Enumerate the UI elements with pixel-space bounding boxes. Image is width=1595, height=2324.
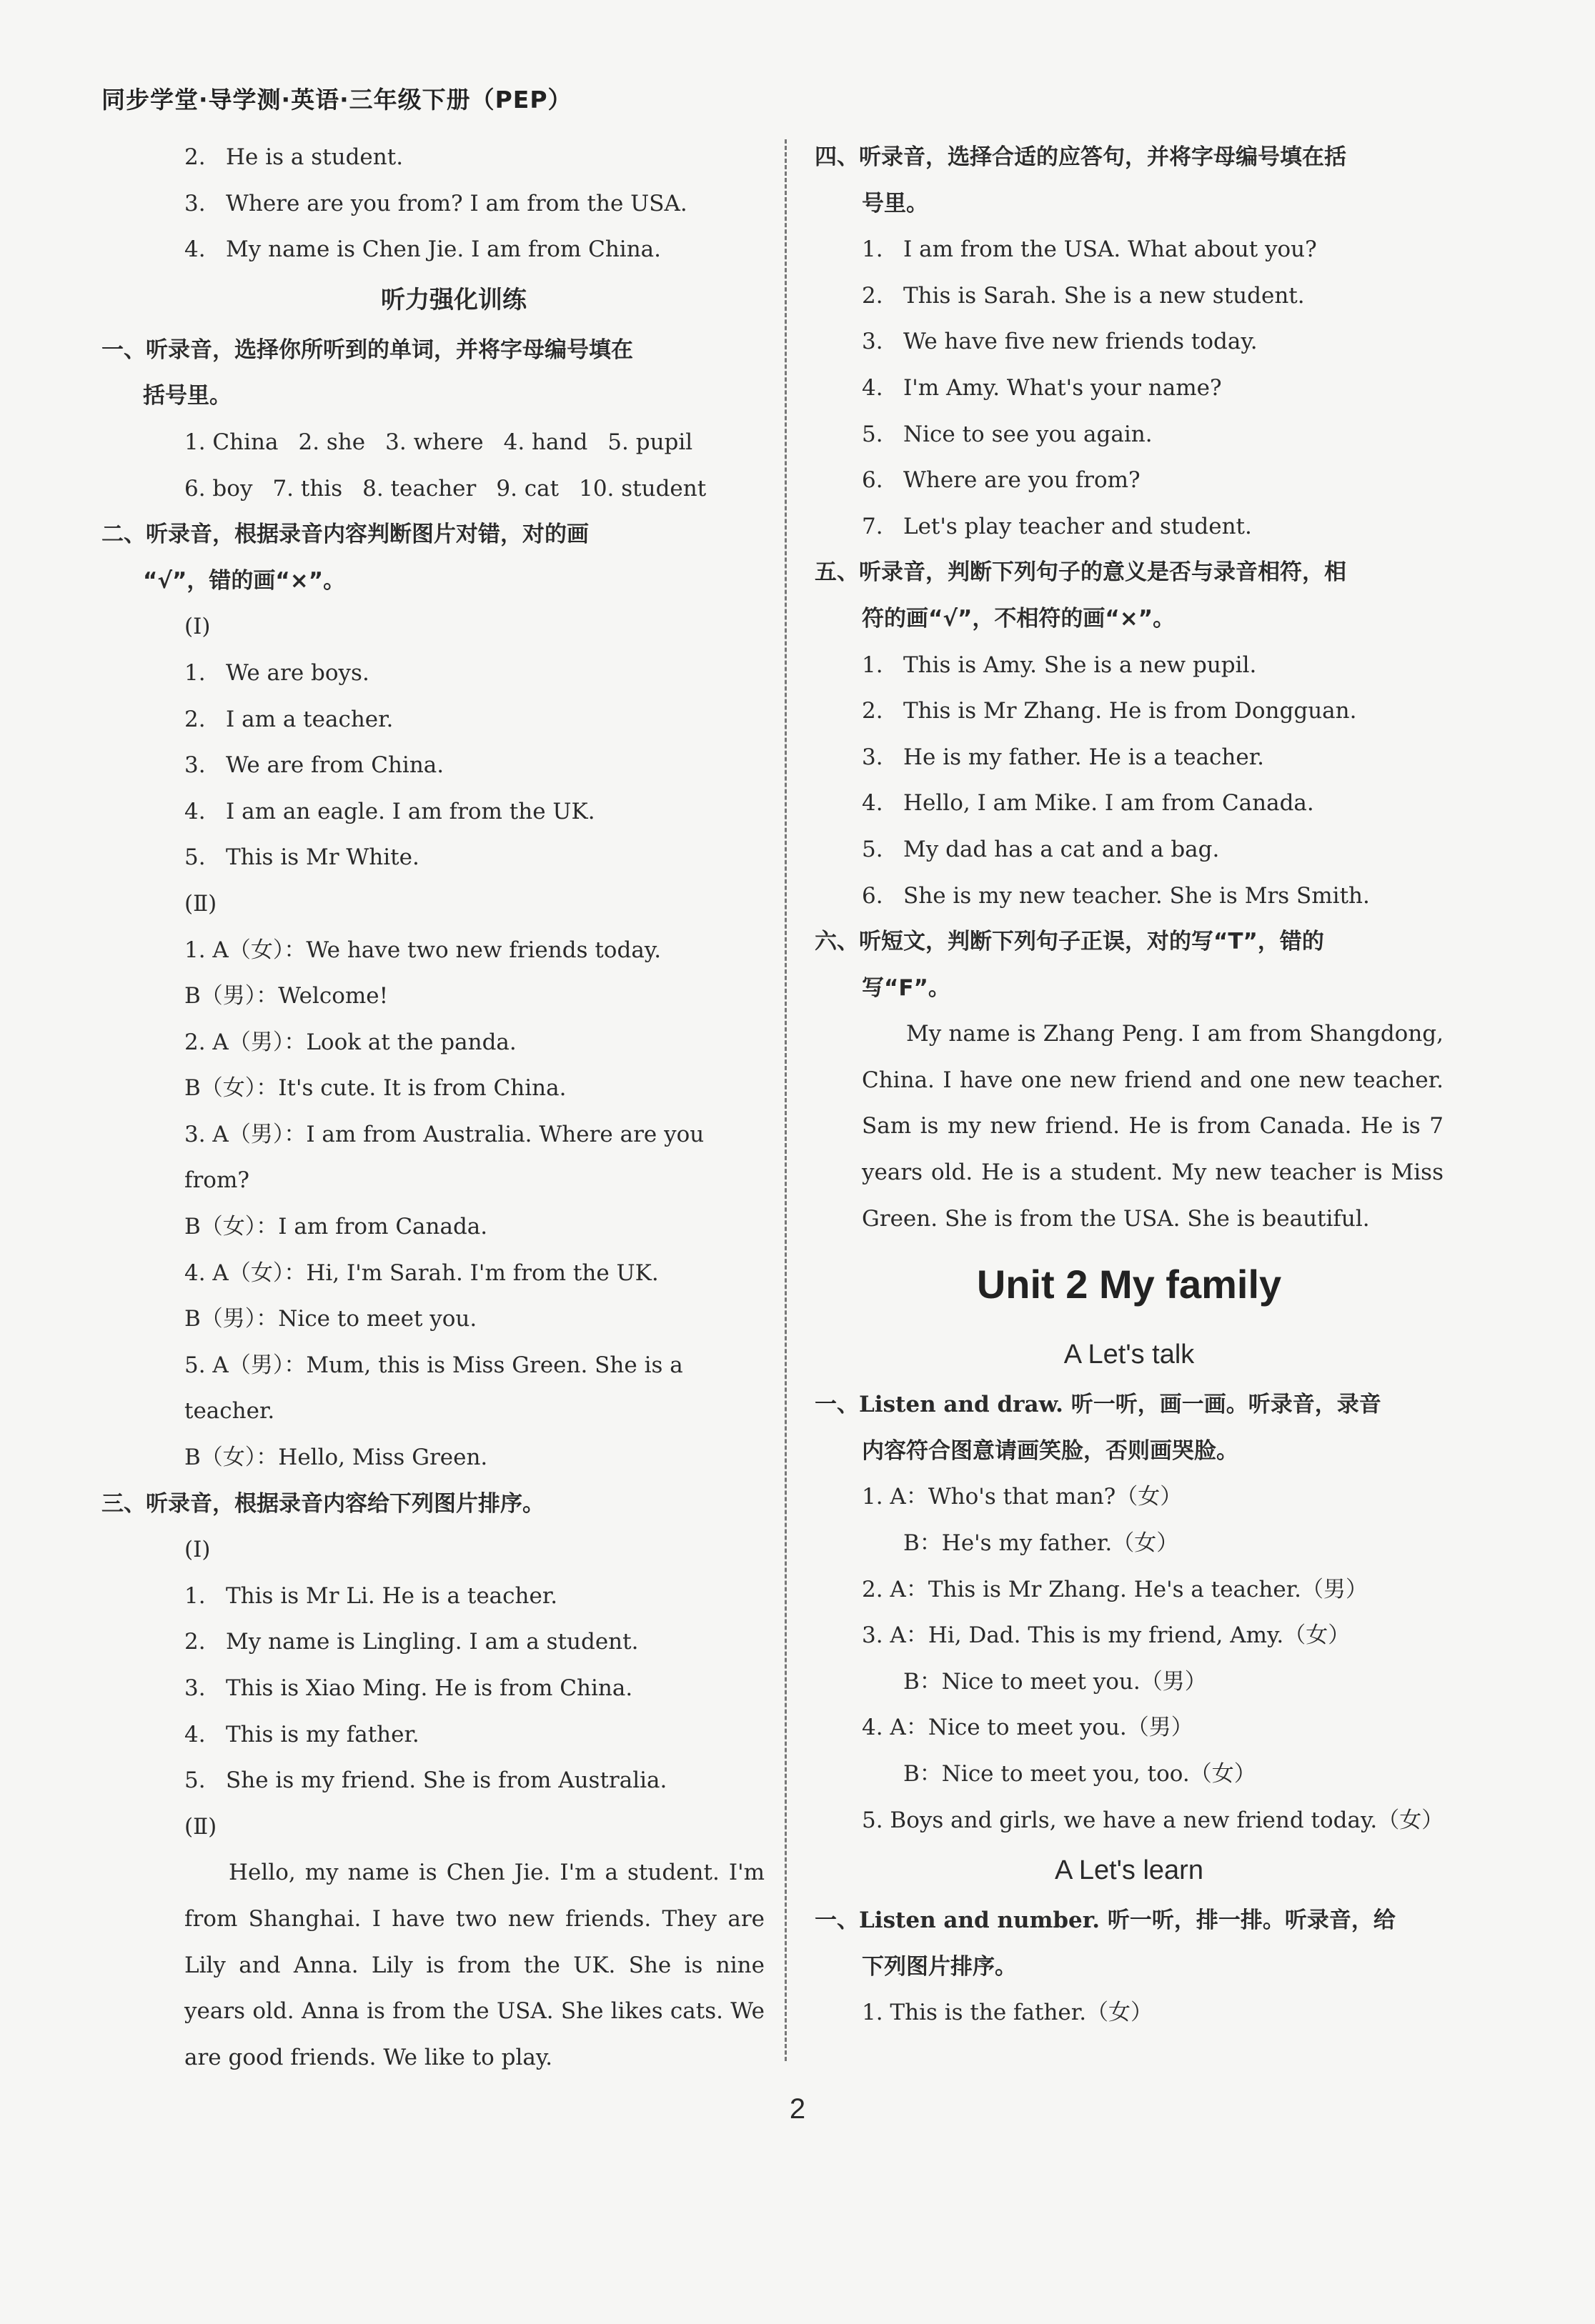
section-3-title: 三、听录音，根据录音内容给下列图片排序。: [101, 1490, 545, 1517]
part-label: (Ⅱ): [184, 1813, 217, 1840]
unit-title: Unit 2 My family: [976, 1262, 1282, 1307]
list-item: 4. I'm Amy. What's your name?: [862, 374, 1222, 401]
section-1-title: 一、听录音，选择你所听到的单词，并将字母编号填在: [101, 336, 633, 363]
section-6-title-cont: 写“F”。: [862, 974, 950, 1001]
list-item: 4. This is my father.: [184, 1721, 419, 1747]
dialogue-line: B（男）：Welcome!: [184, 983, 389, 1009]
dialogue-line: 2. A：This is Mr Zhang. He's a teacher.（男）: [862, 1576, 1368, 1602]
list-item: 5. This is Mr White.: [184, 844, 419, 871]
learn-section-title: 一、Listen and number. 听一听，排一排。听录音，给: [815, 1907, 1396, 1934]
section-2-title: 二、听录音，根据录音内容判断图片对错，对的画: [101, 522, 589, 548]
dialogue-line: teacher.: [184, 1398, 275, 1425]
dialogue-line: B：Nice to meet you.（男）: [903, 1668, 1207, 1695]
list-item: 3. We have five new friends today.: [862, 329, 1258, 355]
section-4-title: 四、听录音，选择合适的应答句，并将字母编号填在括: [815, 144, 1346, 170]
dialogue-line: B（女）：I am from Canada.: [184, 1214, 488, 1240]
list-item: 2. He is a student.: [184, 144, 404, 170]
section-5-title-cont: 符的画“√”，不相符的画“×”。: [862, 605, 1176, 632]
learn-section-title-cont: 下列图片排序。: [862, 1953, 1017, 1980]
dialogue-line: B（女）：It's cute. It is from China.: [184, 1075, 567, 1102]
dialogue-line: 4. A（女）：Hi, I'm Sarah. I'm from the UK.: [184, 1260, 659, 1286]
list-item: 5. She is my friend. She is from Australia.: [184, 1767, 667, 1794]
part-title: A Let's learn: [1055, 1855, 1203, 1886]
dialogue-line: 3. A（男）：I am from Australia. Where are you: [184, 1121, 705, 1147]
list-item: 7. Let's play teacher and student.: [862, 513, 1252, 539]
part-label: (Ⅱ): [184, 890, 217, 917]
passage: My name is Zhang Peng. I am from Shangdong, China. I have one new friend and one new teacher. Sam is my new friend. He is from Canada. He is 7 years old. He is a student. My new teacher is Miss Green. She is from the USA. She is beautiful.: [862, 1021, 1444, 1232]
part-label: (Ⅰ): [184, 1537, 211, 1563]
dialogue-line: 4. A：Nice to meet you.（男）: [862, 1715, 1193, 1741]
dialogue-line: 5. Boys and girls, we have a new friend today.（女）: [862, 1807, 1444, 1833]
section-6-title: 六、听短文，判断下列句子正误，对的写“T”，错的: [815, 929, 1324, 955]
list-item: 2. My name is Lingling. I am a student.: [184, 1629, 639, 1655]
list-item: 5. My dad has a cat and a bag.: [862, 836, 1220, 862]
list-item: 2. This is Sarah. She is a new student.: [862, 282, 1305, 309]
dialogue-line: B：He's my father.（女）: [903, 1530, 1179, 1557]
list-item: 4. I am an eagle. I am from the UK.: [184, 798, 595, 824]
passage: Hello, my name is Chen Jie. I'm a student. I'm from Shanghai. I have two new friends. They are Lily and Anna. Lily is from the UK. She is nine years old. Anna is from the USA. She likes cats. We are good friends. We like to play.: [184, 1860, 765, 2070]
dialogue-line: 1. A：Who's that man?（女）: [862, 1484, 1183, 1510]
page-number: 2: [789, 2093, 806, 2125]
list-item: 3. Where are you from? I am from the USA.: [184, 190, 687, 216]
list-item: 4. Hello, I am Mike. I am from Canada.: [862, 790, 1314, 817]
part-title: A Let's talk: [1063, 1340, 1195, 1370]
section-2-title-cont: “√”，错的画“×”。: [143, 567, 346, 594]
dialogue-line: B（女）：Hello, Miss Green.: [184, 1445, 488, 1471]
list-item: 6. Where are you from?: [862, 467, 1141, 494]
list-item: 1. This is Amy. She is a new pupil.: [862, 652, 1257, 678]
dialogue-line: B：Nice to meet you, too.（女）: [903, 1761, 1256, 1787]
list-item: 3. We are from China.: [184, 752, 444, 779]
list-item: 1. I am from the USA. What about you?: [862, 236, 1317, 263]
list-item: 2. This is Mr Zhang. He is from Dongguan.: [862, 698, 1357, 724]
column-divider: [785, 139, 787, 2061]
dialogue-line: 3. A：Hi, Dad. This is my friend, Amy.（女）: [862, 1622, 1351, 1649]
talk-section-title-cont: 内容符合图意请画笑脸，否则画哭脸。: [862, 1437, 1238, 1464]
list-item: 1. This is the father.（女）: [862, 2000, 1153, 2026]
dialogue-line: B（男）：Nice to meet you.: [184, 1306, 477, 1332]
dialogue-line: 1. A（女）：We have two new friends today.: [184, 937, 662, 963]
list-item: 1. We are boys.: [184, 659, 369, 686]
word-row: 1. China 2. she 3. where 4. hand 5. pupil: [184, 429, 693, 455]
list-item: 3. He is my father. He is a teacher.: [862, 744, 1264, 770]
list-item: 6. She is my new teacher. She is Mrs Smith.: [862, 882, 1370, 909]
page-header: 同步学堂·导学测·英语·三年级下册（PEP）: [101, 86, 572, 114]
right-column: [815, 134, 1444, 2036]
dialogue-line: 5. A（男）：Mum, this is Miss Green. She is a: [184, 1352, 683, 1378]
list-item: 5. Nice to see you again.: [862, 421, 1153, 447]
list-item: 2. I am a teacher.: [184, 706, 394, 732]
part-label: (Ⅰ): [184, 614, 211, 640]
list-item: 1. This is Mr Li. He is a teacher.: [184, 1582, 558, 1609]
section-4-title-cont: 号里。: [862, 190, 928, 216]
list-item: 4. My name is Chen Jie. I am from China.: [184, 236, 662, 263]
left-column: [101, 134, 765, 2080]
list-item: 3. This is Xiao Ming. He is from China.: [184, 1675, 633, 1701]
word-row: 6. boy 7. this 8. teacher 9. cat 10. student: [184, 475, 707, 502]
section-5-title: 五、听录音，判断下列句子的意义是否与录音相符，相: [815, 559, 1346, 586]
section-1-title-cont: 括号里。: [143, 383, 232, 409]
dialogue-line: from?: [184, 1167, 249, 1194]
dialogue-line: 2. A（男）：Look at the panda.: [184, 1029, 517, 1055]
talk-section-title: 一、Listen and draw. 听一听，画一画。听录音，录音: [815, 1392, 1381, 1418]
listening-title: 听力强化训练: [381, 285, 527, 314]
